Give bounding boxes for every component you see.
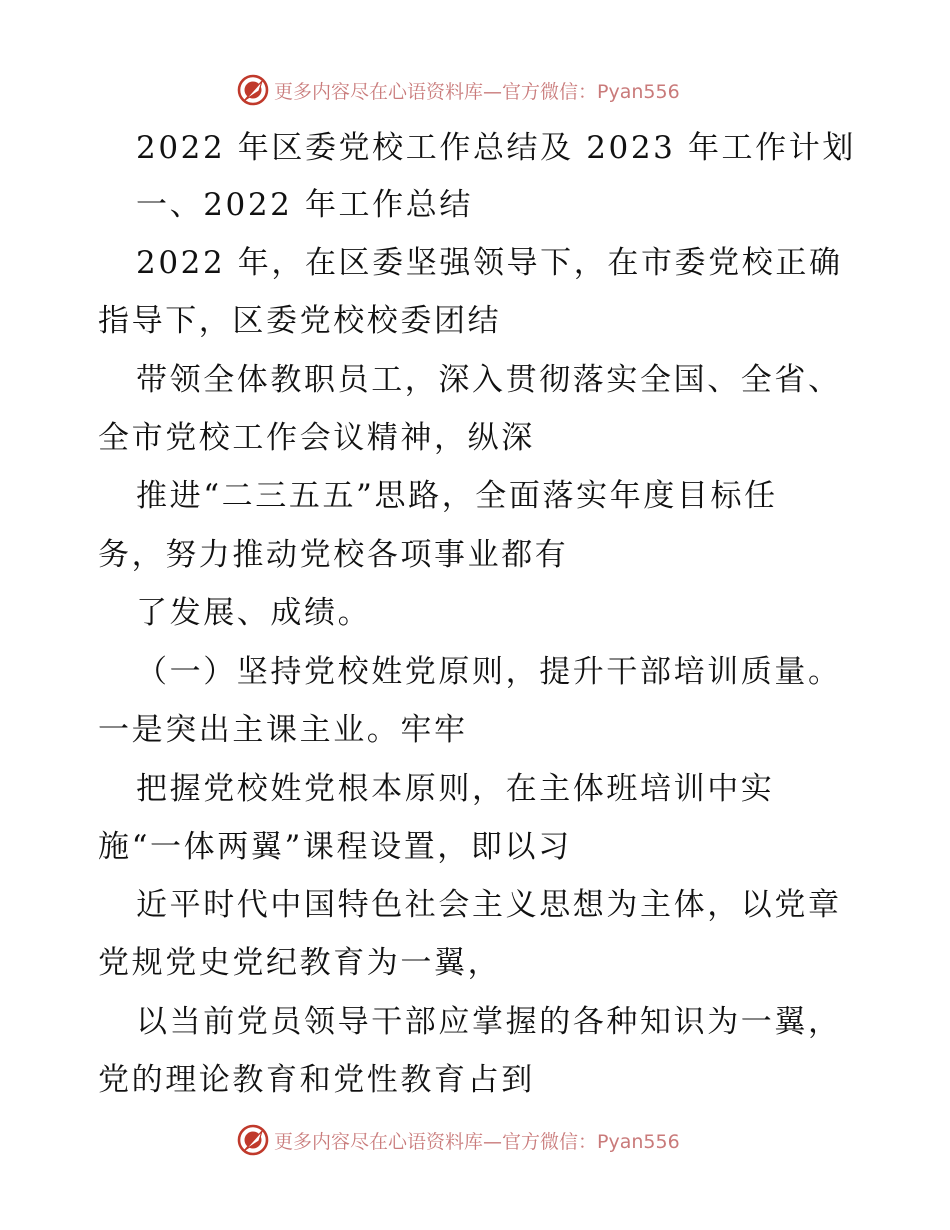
quill-logo-icon: [236, 1123, 270, 1157]
watermark-text: 更多内容尽在心语资料库—官方微信：Pyan556: [274, 1130, 680, 1153]
paragraph-line: 2022 年，在区委坚强领导下，在市委党校正确: [136, 245, 843, 281]
paragraph-line: 把握党校姓党根本原则，在主体班培训中实: [136, 771, 775, 807]
paragraph-line: 指导下，区委党校校委团结: [98, 303, 502, 339]
document-title: 2022 年区委党校工作总结及 2023 年工作计划: [136, 130, 856, 166]
watermark-text: 更多内容尽在心语资料库—官方微信：Pyan556: [274, 80, 680, 103]
paragraph-line: 了发展、成绩。: [136, 595, 372, 631]
header-watermark: [236, 72, 680, 108]
footer-watermark: [236, 1122, 680, 1158]
quill-logo-icon: [236, 73, 270, 107]
paragraph-line: 施“一体两翼”课程设置，即以习: [98, 829, 572, 865]
paragraph-line: 推进“二三五五”思路，全面落实年度目标任: [136, 478, 778, 514]
subsection-heading: （一）坚持党校姓党原则，提升干部培训质量。: [136, 654, 842, 690]
paragraph-line: 党规党史党纪教育为一翼，: [98, 945, 502, 981]
paragraph-line: 近平时代中国特色社会主义思想为主体，以党章: [136, 887, 842, 923]
paragraph-line: 务，努力推动党校各项事业都有: [98, 537, 569, 573]
paragraph-line: 全市党校工作会议精神，纵深: [98, 420, 535, 456]
paragraph-line: 带领全体教职员工，深入贯彻落实全国、全省、: [136, 362, 842, 398]
paragraph-line: 以当前党员领导干部应掌握的各种知识为一翼，: [136, 1004, 842, 1040]
paragraph-line: 一是突出主课主业。牢牢: [98, 712, 468, 748]
section-heading: 一、2022 年工作总结: [136, 187, 473, 223]
paragraph-line: 党的理论教育和党性教育占到: [98, 1062, 535, 1098]
